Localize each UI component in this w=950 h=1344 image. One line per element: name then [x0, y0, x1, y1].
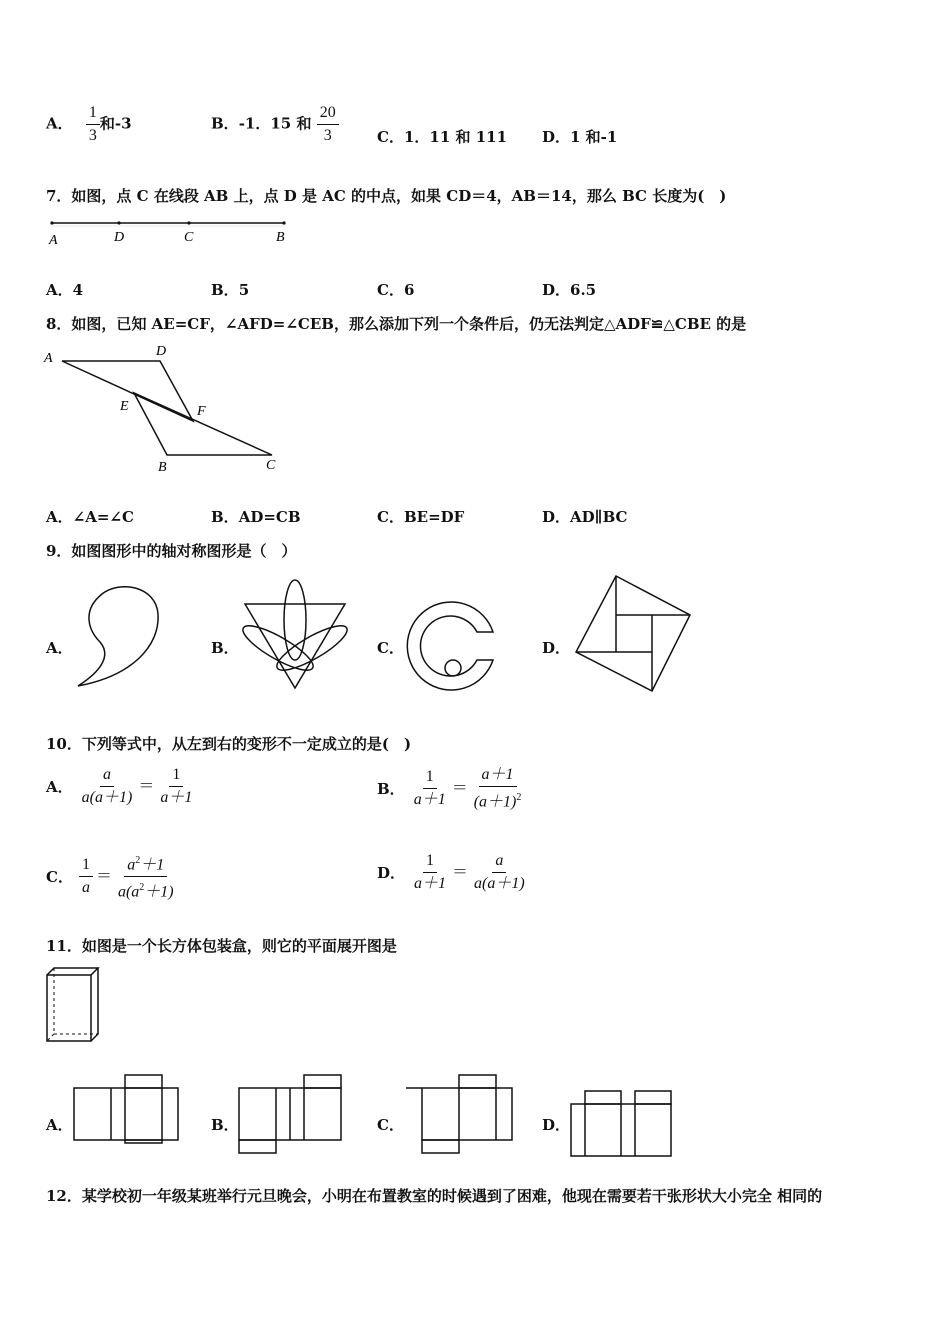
q9-option-c-figure	[404, 598, 500, 694]
q8-option-d	[542, 508, 628, 526]
point-b-dot	[282, 221, 285, 224]
frac-denominator	[115, 877, 177, 901]
q11-option-d-label: D．	[542, 1116, 571, 1134]
q11-option-c-net	[404, 1074, 516, 1156]
exponent: 2	[516, 792, 522, 803]
frac-numerator: a	[100, 766, 114, 787]
q9-option-c-label: C．	[377, 639, 404, 657]
q11-option-a-net	[73, 1074, 181, 1144]
q11-box-figure	[44, 964, 104, 1046]
point-d-label: D	[156, 344, 167, 359]
q7-option-b-text: 5	[238, 281, 250, 299]
q8-option-a	[46, 508, 134, 526]
q8-option-b	[211, 508, 301, 526]
frac-denominator: 3	[323, 127, 332, 144]
point-d-dot	[117, 221, 120, 224]
q7-option-a	[46, 281, 83, 299]
denominator-tail: ＋1)	[144, 883, 174, 901]
equals-sign: ＝	[95, 867, 112, 885]
q8-option-b-text: AD=CB	[238, 508, 301, 526]
q6-option-a-fraction	[86, 104, 100, 145]
numerator-tail: ＋1	[140, 856, 165, 874]
q10-option-d	[377, 852, 528, 893]
q8-option-d-text: AD∥BC	[570, 508, 628, 526]
frac-numerator: 1	[423, 768, 437, 789]
denominator-base: a(a	[117, 883, 140, 901]
frac-denominator	[471, 787, 525, 811]
q6-option-b-label: B．	[211, 114, 239, 133]
box-front	[47, 975, 91, 1041]
frac-denominator: a＋1	[414, 875, 447, 892]
numerator-base: a	[127, 856, 136, 874]
q10-c-left-fraction	[79, 856, 93, 897]
q8-option-a-text: ∠A=∠C	[72, 508, 134, 526]
q6-option-d-label: D．	[542, 128, 571, 146]
q10-option-a-label: A．	[46, 777, 73, 796]
point-a-label: A	[44, 351, 53, 366]
point-c-dot	[187, 221, 190, 224]
q10-a-right-fraction	[157, 766, 195, 807]
q7-option-b-label: B．	[211, 281, 239, 299]
q8-stem: 8．如图，已知 AE=CF，∠AFD=∠CEB，那么添加下列一个条件后，仍无法判定△ADF≌△CBE 的是	[46, 315, 747, 333]
point-f-label: F	[197, 404, 206, 419]
q8-option-b-label: B．	[211, 508, 239, 526]
q9-option-b-figure	[240, 576, 350, 694]
q7-option-c	[377, 281, 414, 299]
q9-option-a-figure	[70, 580, 165, 692]
frac-denominator-base: (a＋1)	[473, 793, 517, 811]
triangle-cbe	[134, 393, 272, 455]
frac-denominator: a＋1	[160, 789, 193, 806]
q8-option-c-text: BE=DF	[403, 508, 465, 526]
q10-option-a	[46, 766, 195, 807]
frac-numerator	[124, 852, 167, 877]
small-circle	[445, 660, 461, 676]
point-b-label: B	[158, 460, 167, 475]
q10-stem: 10．下列等式中，从左到右的变形不一定成立的是( )	[46, 735, 412, 753]
q10-b-right-fraction	[471, 766, 525, 811]
point-a-dot	[50, 221, 53, 224]
q7-stem: 7．如图，点 C 在线段 AB 上，点 D 是 AC 的中点，如果 CD＝4，AB＝14，那么 BC 长度为( )	[46, 187, 727, 205]
frac-numerator: 1	[169, 766, 183, 787]
q6-option-c-label: C．	[377, 128, 404, 146]
outer-square	[576, 576, 690, 691]
q11-option-c-label: C．	[377, 1116, 404, 1134]
q7-option-a-label: A．	[46, 281, 73, 299]
frac-numerator: 1	[423, 852, 437, 873]
q8-triangle-figure	[40, 340, 290, 475]
q7-option-b	[211, 281, 249, 299]
q6-option-d-text: 1 和-1	[570, 128, 618, 146]
q11-option-b-net	[238, 1074, 344, 1156]
frac-numerator: 1	[86, 104, 100, 125]
q7-option-d	[542, 281, 596, 299]
q10-option-c-label: C．	[46, 867, 73, 886]
q11-option-a-label: A．	[46, 1116, 73, 1134]
q6-option-c	[377, 128, 507, 146]
q11-option-d-net	[569, 1088, 675, 1160]
q8-option-a-label: A．	[46, 508, 73, 526]
q10-c-right-fraction	[115, 852, 177, 902]
q10-option-b	[377, 766, 524, 811]
point-e-label: E	[120, 399, 129, 414]
q9-stem: 9．如图图形中的轴对称图形是（ ）	[46, 542, 297, 560]
frac-denominator: a＋1	[413, 791, 446, 809]
q6-option-d	[542, 128, 617, 146]
exponent: 2	[139, 882, 145, 894]
q10-b-left-fraction	[411, 768, 449, 809]
equals-sign: ＝	[452, 863, 469, 881]
q7-option-c-label: C．	[377, 281, 404, 299]
q8-option-c-label: C．	[377, 508, 404, 526]
q6-option-c-text: 1．11 和 111	[403, 128, 508, 146]
exponent: 2	[135, 855, 141, 866]
q9-option-d-figure	[570, 573, 694, 695]
q10-d-right-fraction	[471, 852, 528, 893]
q9-option-a-label: A．	[46, 639, 73, 657]
q6-option-b-prefix: -1．15 和	[238, 114, 312, 133]
q7-option-d-label: D．	[542, 281, 571, 299]
q6-option-a-suffix: 和-3	[99, 114, 132, 133]
q6-option-b	[211, 104, 339, 145]
q10-d-left-fraction	[411, 852, 449, 893]
point-c-label: C	[266, 458, 276, 473]
comma-shape	[78, 587, 158, 686]
q6-option-b-fraction	[317, 104, 339, 145]
q9-option-d-label: D．	[542, 639, 571, 657]
vertical-petal	[284, 580, 306, 660]
frac-numerator: a＋1	[479, 766, 517, 787]
equals-sign: ＝	[138, 777, 155, 795]
point-a-label: A	[49, 233, 58, 248]
point-d-label: D	[114, 230, 125, 245]
q11-option-b-label: B．	[211, 1116, 239, 1134]
c-ring-shape	[407, 602, 493, 690]
q7-option-c-text: 6	[403, 281, 415, 299]
frac-denominator: a(a＋1)	[81, 789, 133, 806]
q8-option-d-label: D．	[542, 508, 571, 526]
point-c-label: C	[184, 230, 194, 245]
q11-stem: 11．如图是一个长方体包装盒，则它的平面展开图是	[46, 937, 397, 955]
frac-denominator: 3	[88, 127, 97, 144]
q9-option-b-label: B．	[211, 639, 239, 657]
q8-option-c	[377, 508, 464, 526]
equals-sign: ＝	[451, 779, 468, 797]
q10-option-b-label: B．	[377, 779, 405, 798]
frac-denominator: a	[81, 879, 90, 897]
frac-numerator: 20	[317, 104, 339, 125]
box-top	[47, 968, 98, 975]
q10-option-c	[46, 852, 177, 902]
frac-numerator: a	[492, 852, 506, 873]
q6-option-a	[46, 104, 132, 145]
box-side	[91, 968, 98, 1041]
frac-denominator: a(a＋1)	[474, 875, 525, 892]
q7-option-d-text: 6.5	[570, 281, 597, 299]
frac-numerator: 1	[79, 856, 93, 877]
q10-a-left-fraction	[79, 766, 136, 807]
q7-option-a-text: 4	[72, 281, 84, 299]
q12-stem: 12．某学校初一年级某班举行元旦晚会，小明在布置教室的时候遇到了困难，他现在需要若干张形状大小完全 相同的	[46, 1187, 823, 1205]
q7-segment-figure	[44, 214, 294, 250]
q10-option-d-label: D．	[377, 863, 406, 882]
point-b-label: B	[276, 230, 285, 245]
q6-option-a-label: A．	[46, 114, 73, 133]
